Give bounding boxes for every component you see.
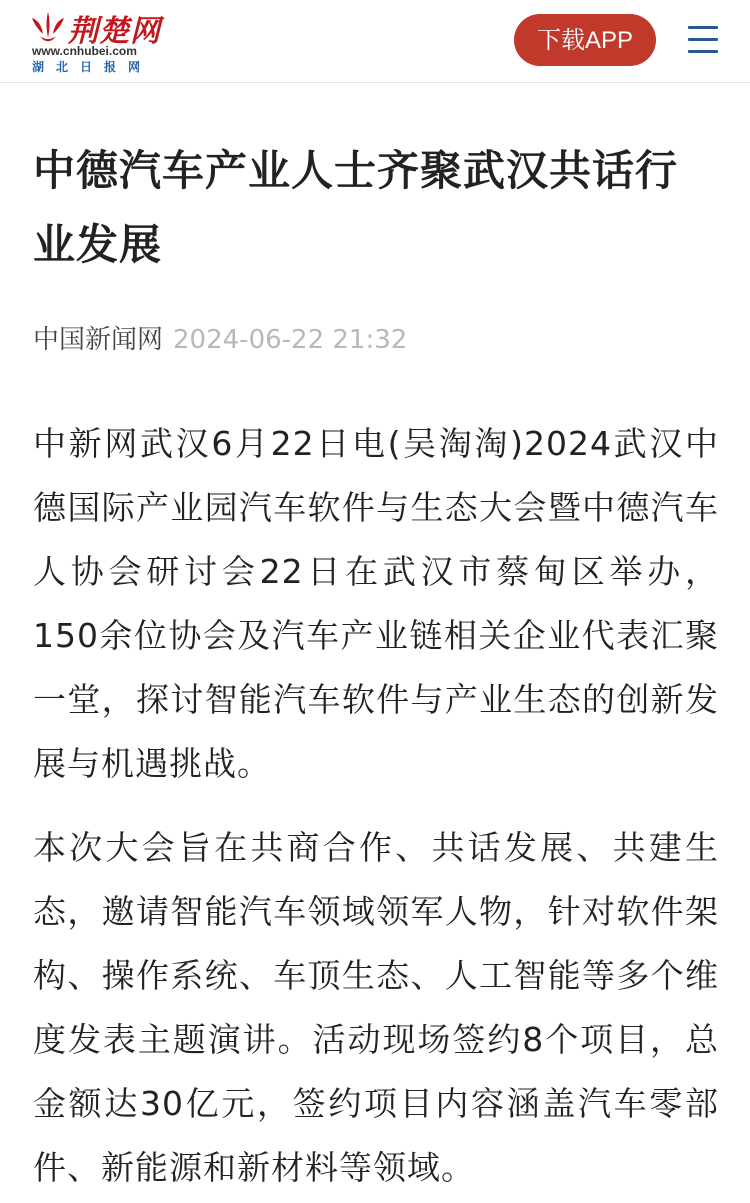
article (33, 134, 719, 1200)
logo-mark-icon (30, 10, 66, 44)
logo-title: 荆楚网 (68, 14, 161, 49)
article-source[interactable]: 中国新闻网 (33, 325, 164, 355)
top-navigation-bar (0, 0, 750, 83)
article-meta (33, 322, 719, 358)
logo-url: www.cnhubei.com (32, 44, 137, 58)
article-paragraph: 本次大会旨在共商合作、共话发展、共建生态，邀请智能汽车领域领军人物，针对软件架构、操作系统、车顶生态、人工智能等多个维度发表主题演讲。活动现场签约8个项目，总金额达30亿元，签约项目内容涵盖汽车零部件、新能源和新材料等领域。 (33, 828, 719, 1187)
hamburger-menu-icon[interactable] (688, 22, 720, 56)
logo-subtitle: 湖北日报网 (32, 60, 153, 74)
article-datetime: 2024-06-22 21:32 (173, 325, 408, 355)
article-title: 中德汽车产业人士齐聚武汉共话行业发展 (33, 146, 679, 269)
download-app-button[interactable]: 下载APP (514, 14, 656, 66)
site-logo[interactable] (30, 8, 175, 74)
article-paragraph: 中新网武汉6月22日电(吴淘淘)2024武汉中德国际产业园汽车软件与生态大会暨中德汽车人协会研讨会22日在武汉市蔡甸区举办，150余位协会及汽车产业链相关企业代表汇聚一堂，探讨智能汽车软件与产业生态的创新发展与机遇挑战。 (33, 424, 719, 783)
